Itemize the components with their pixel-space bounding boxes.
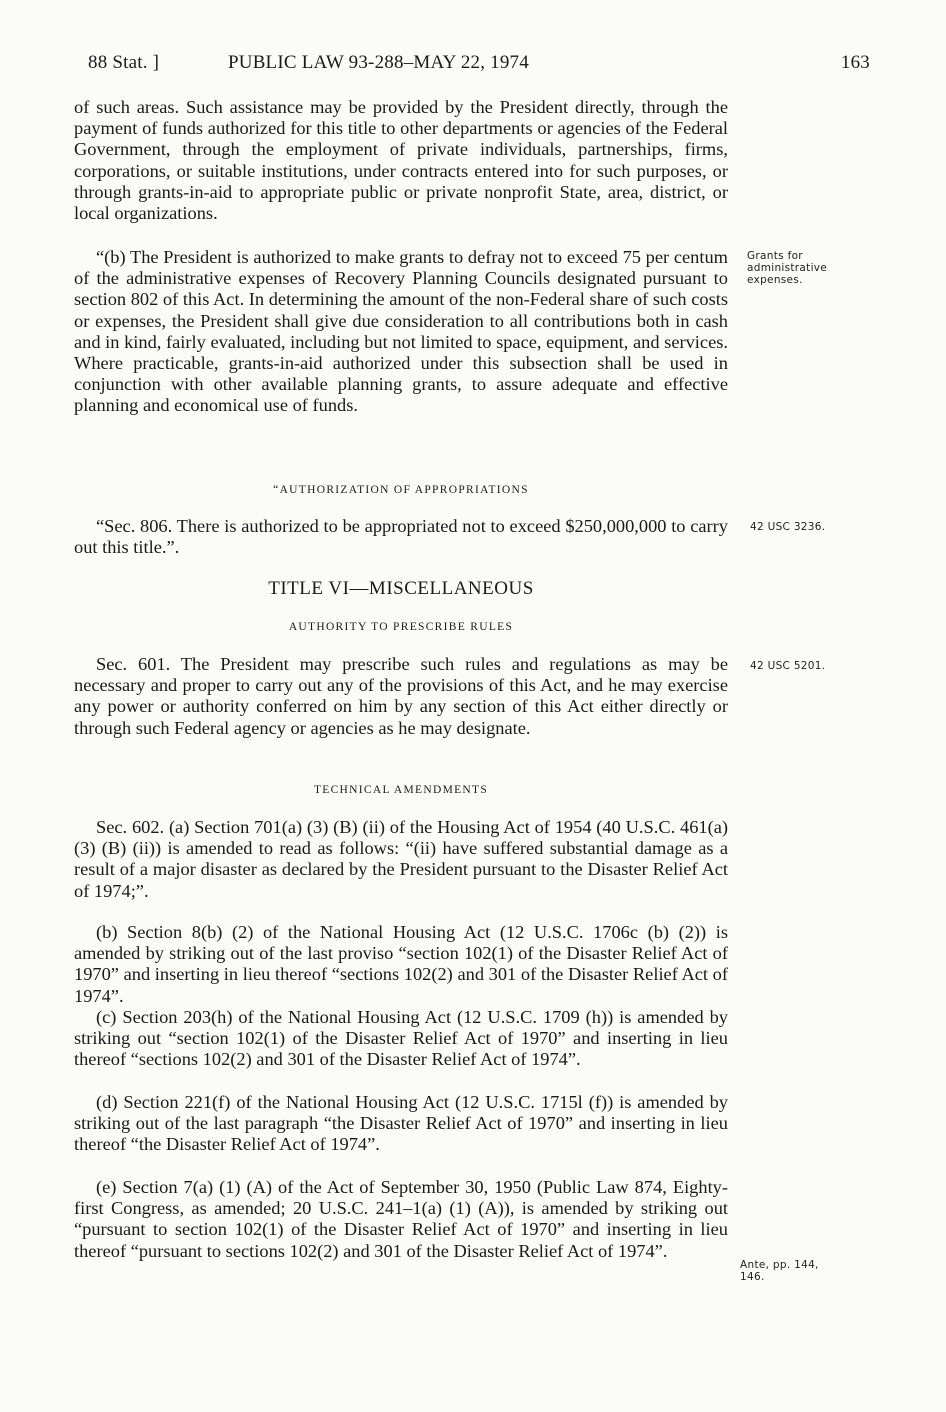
paragraph-sec-602-e: [74, 1177, 728, 1262]
margin-note-line: administrative: [747, 262, 828, 274]
statute-volume: 88 Stat. ]: [88, 52, 160, 73]
body-paragraph: (d) Section 221(f) of the National Housing Act (12 U.S.C. 1715l (f)) is amended by striking out of the last paragraph “the Disaster Relief Act of 1970” and inserting in lieu thereof “the Disaster Relief Act of 1974”.: [74, 1092, 728, 1155]
ante-italic: Ante,: [740, 1259, 770, 1271]
margin-note-usc-5201: 42 USC 5201.: [750, 660, 826, 672]
margin-note-grants: [747, 250, 827, 286]
paragraph-sec-601: [74, 654, 728, 739]
body-paragraph: (c) Section 203(h) of the National Housing Act (12 U.S.C. 1709 (h)) is amended by striking out “section 102(1) of the Disaster Relief Act of 1970” and inserting in lieu thereof “sections 102(2) and 301 of the Disaster Relief Act of 1974”.: [74, 1007, 728, 1070]
body-paragraph: of such areas. Such assistance may be provided by the President directly, through the payment of funds authorized for this title to other departments or agencies of the Federal Government, through the employment of private individuals, partnerships, firms, corporations, or suitable institutions, under contracts entered into for such purposes, or through grants-in-aid to appropriate public or private nonprofit State, area, district, or local organizations.: [74, 97, 728, 224]
paragraph-assistance: [74, 97, 728, 224]
ante-pages: pp. 144,: [769, 1259, 819, 1271]
page-header: [88, 52, 870, 76]
paragraph-sec-602-c: [74, 1007, 728, 1071]
margin-note-line: expenses.: [747, 274, 803, 286]
section-heading-technical: TECHNICAL AMENDMENTS: [313, 784, 489, 796]
margin-note-line: Grants for: [747, 250, 803, 262]
margin-note-line: [740, 1259, 819, 1271]
paragraph-sec-602-d: [74, 1092, 728, 1156]
paragraph-grants: [74, 247, 728, 417]
section-heading-authority: AUTHORITY TO PRESCRIBE RULES: [288, 621, 514, 633]
margin-note-line: 146.: [740, 1271, 765, 1283]
paragraph-sec-602-a: [74, 817, 728, 902]
body-paragraph: (b) Section 8(b) (2) of the National Housing Act (12 U.S.C. 1706c (b) (2)) is amended by striking out of the last proviso “section 102(1) of the Disaster Relief Act of 1970” and inserting in lieu thereof “sections 102(2) and 301 of the Disaster Relief Act of 1974”.: [74, 922, 728, 1006]
section-heading-authorization: “AUTHORIZATION OF APPROPRIATIONS: [273, 484, 529, 496]
page-number: 163: [840, 52, 870, 73]
body-paragraph: “Sec. 806. There is authorized to be appropriated not to exceed $250,000,000 to carry out this title.”.: [74, 516, 728, 558]
body-paragraph: “(b) The President is authorized to make grants to defray not to exceed 75 per centum of the administrative expenses of Recovery Planning Councils designated pursuant to section 802 of this Act. In determining the amount of the non-Federal share of such costs or expenses, the President shall give due consideration to all contributions both in cash and in kind, fairly evaluated, including but not limited to space, equipment, and services. Where practicable, grants-in-aid authorized under this subsection shall be used in conjunction with other available planning grants, to assure adequate and effective planning and economical use of funds.: [74, 247, 728, 416]
public-law-title: PUBLIC LAW 93-288–MAY 22, 1974: [228, 52, 529, 73]
body-paragraph: Sec. 602. (a) Section 701(a) (3) (B) (ii) of the Housing Act of 1954 (40 U.S.C. 461(a) (3) (B) (ii)) is amended to read as follows: “(ii) have suffered substantial damage as a result of a major disaster as declared by the President pursuant to the Disaster Relief Act of 1974;”.: [74, 817, 728, 901]
margin-note-ante: [740, 1259, 819, 1283]
margin-note-usc-3236: 42 USC 3236.: [750, 521, 826, 533]
paragraph-sec-806: [74, 516, 728, 558]
body-paragraph: (e) Section 7(a) (1) (A) of the Act of September 30, 1950 (Public Law 874, Eighty-first Congress, as amended; 20 U.S.C. 241–1(a) (1) (A)), is amended by striking out “pursuant to section 102(1) of the Disaster Relief Act of 1970” and inserting in lieu thereof “pursuant to sections 102(2) and 301 of the Disaster Relief Act of 1974”.: [74, 1177, 728, 1261]
title-heading: TITLE VI—MISCELLANEOUS: [268, 578, 534, 599]
body-paragraph: Sec. 601. The President may prescribe such rules and regulations as may be necessary and proper to carry out any of the provisions of this Act, and he may exercise any power or authority conferred on him by any section of this Act either directly or through such Federal agency or agencies as he may designate.: [74, 654, 728, 738]
paragraph-sec-602-b: [74, 922, 728, 1007]
